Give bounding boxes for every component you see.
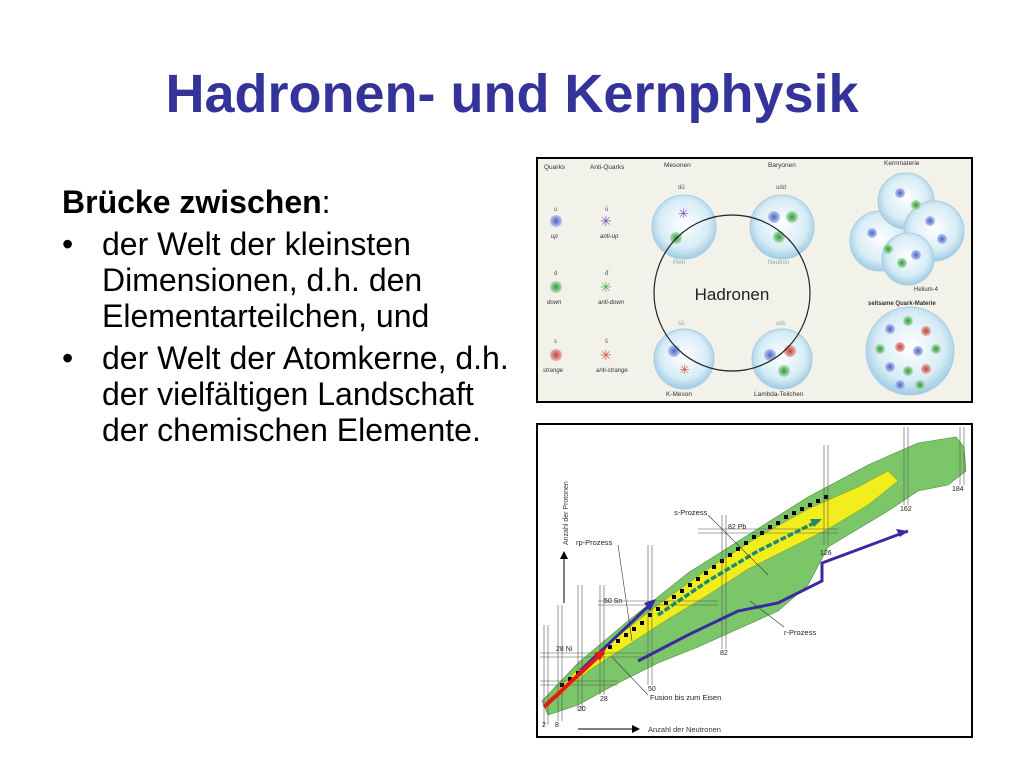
quark-materie-quark [921,364,931,374]
baryon-bottom-quarks: uds [776,321,786,327]
quark-materie-quark [915,380,925,390]
quark-label: down [547,300,562,306]
meson-top-bubble [652,195,716,259]
s-process-label: s-Prozess [674,508,708,517]
n-magic-label: 82 [720,650,728,657]
hadron-figure [536,157,973,403]
quark-strange-dot [550,349,562,361]
antiquark-label: anti-strange [596,368,628,374]
quark-materie-quark [875,344,885,354]
baryon-top-quark [768,211,780,223]
quark-label: up [551,234,558,240]
baryon-bottom-quark [778,365,790,377]
slide-title: Hadronen- und Kernphysik [165,64,859,124]
heading-line [62,184,512,220]
helium-quark [897,258,907,268]
bullet-dot: • [62,340,74,376]
col-kernmaterie: Kernmaterie [884,160,920,167]
col-antiquarks: Anti-Quarks [590,164,625,171]
baryon-top-quarks: udd [776,185,787,191]
quark-materie-quark [895,342,905,352]
k-meson-label: K-Meson [666,391,693,398]
meson-top-antiquark-star: ✳ [678,206,689,221]
helium-quark [925,216,935,226]
y-axis-label: Anzahl der Protonen [563,481,570,545]
n-magic-label: 184 [952,486,964,493]
baryon-bottom-bubble [752,329,812,389]
helium-bubble [882,233,934,285]
n-magic-label: 50 [648,686,656,693]
n-magic-label: 162 [900,506,912,513]
heading-bold: Brücke zwischen [62,184,322,220]
quark-materie-quark [885,362,895,372]
n-magic-label: 20 [578,706,586,713]
bullet-dot: • [62,226,74,262]
quark-materie-quark [931,344,941,354]
n-magic-label: 28 [600,696,608,703]
hadronen-label: Hadronen [694,285,770,304]
helium-quark [867,228,877,238]
antiquark-up-star: ✳ [600,213,612,229]
body-text [62,184,512,454]
quark-symbol: d [554,271,558,277]
x-axis-label: Anzahl der Neutronen [648,725,721,734]
ni-label: 28 Ni [556,646,573,653]
baryon-top-quark [773,231,785,243]
quark-materie-quark [885,324,895,334]
bullet-item [62,226,512,334]
meson-bottom-antiquark-star: ✳ [679,362,690,377]
quark-symbol: s [554,339,557,345]
quark-down-dot [550,281,562,293]
pb-label: 82 Pb [728,524,747,531]
antiquark-strange-star: ✳ [600,347,612,363]
rp-process-label: rp-Prozess [576,538,613,547]
helium-quark [937,234,947,244]
helium-label: Helium-4 [914,287,939,293]
n-magic-label: 8 [555,722,559,729]
quark-materie-quark [903,316,913,326]
n-magic-label: 126 [820,550,832,557]
quark-up-dot [550,215,562,227]
col-quarks: Quarks [544,164,565,171]
quark-symbol: u [554,207,558,213]
quark-materie-quark [921,326,931,336]
quark-materie-quark [895,380,905,390]
meson-bottom-quark [668,345,680,357]
meson-top-quarks: dū [678,185,685,191]
sn-label: 50 Sn [604,598,623,605]
neutron-label: Neutron [768,260,790,266]
helium-quark [895,188,905,198]
bullet-item [62,340,512,448]
helium-quark [883,244,893,254]
antiquark-down-star: ✳ [600,279,612,295]
r-process-label: r-Prozess [784,628,817,637]
antiquark-symbol: đ [605,271,609,277]
antiquark-symbol: s̄ [605,339,608,345]
quark-materie-label: seltsame Quark-Materie [868,301,936,307]
heading-colon: : [321,184,331,220]
fusion-label: Fusion bis zum Eisen [650,693,722,702]
meson-bottom-quarks: sū [678,321,685,327]
quark-materie-quark [903,366,913,376]
quark-label: strange [543,368,564,374]
col-mesonen: Mesonen [664,162,691,169]
helium-quark [911,200,921,210]
baryon-bottom-quark [784,345,796,357]
baryon-top-bubble [750,195,814,259]
baryon-top-quark [786,211,798,223]
nuclide-chart-figure [536,423,973,738]
helium-quark [911,250,921,260]
lambda-label: Lambda-Teilchen [754,391,804,398]
bullet-text: der Welt der kleinsten Dimensionen, d.h. den Elementarteilchen, und [102,226,430,334]
bullet-text: der Welt der Atomkerne, d.h. der vielfältigen Landschaft der chemischen Elemente. [102,340,509,448]
antiquark-label: anti-up [600,234,619,240]
quark-materie-quark [913,346,923,356]
n-magic-label: 2 [542,722,546,729]
antiquark-symbol: ū [605,207,609,213]
antiquark-label: anti-down [598,300,625,306]
pion-label: Pion [673,260,686,266]
col-baryonen: Baryonen [768,162,796,169]
meson-bottom-bubble [654,329,714,389]
